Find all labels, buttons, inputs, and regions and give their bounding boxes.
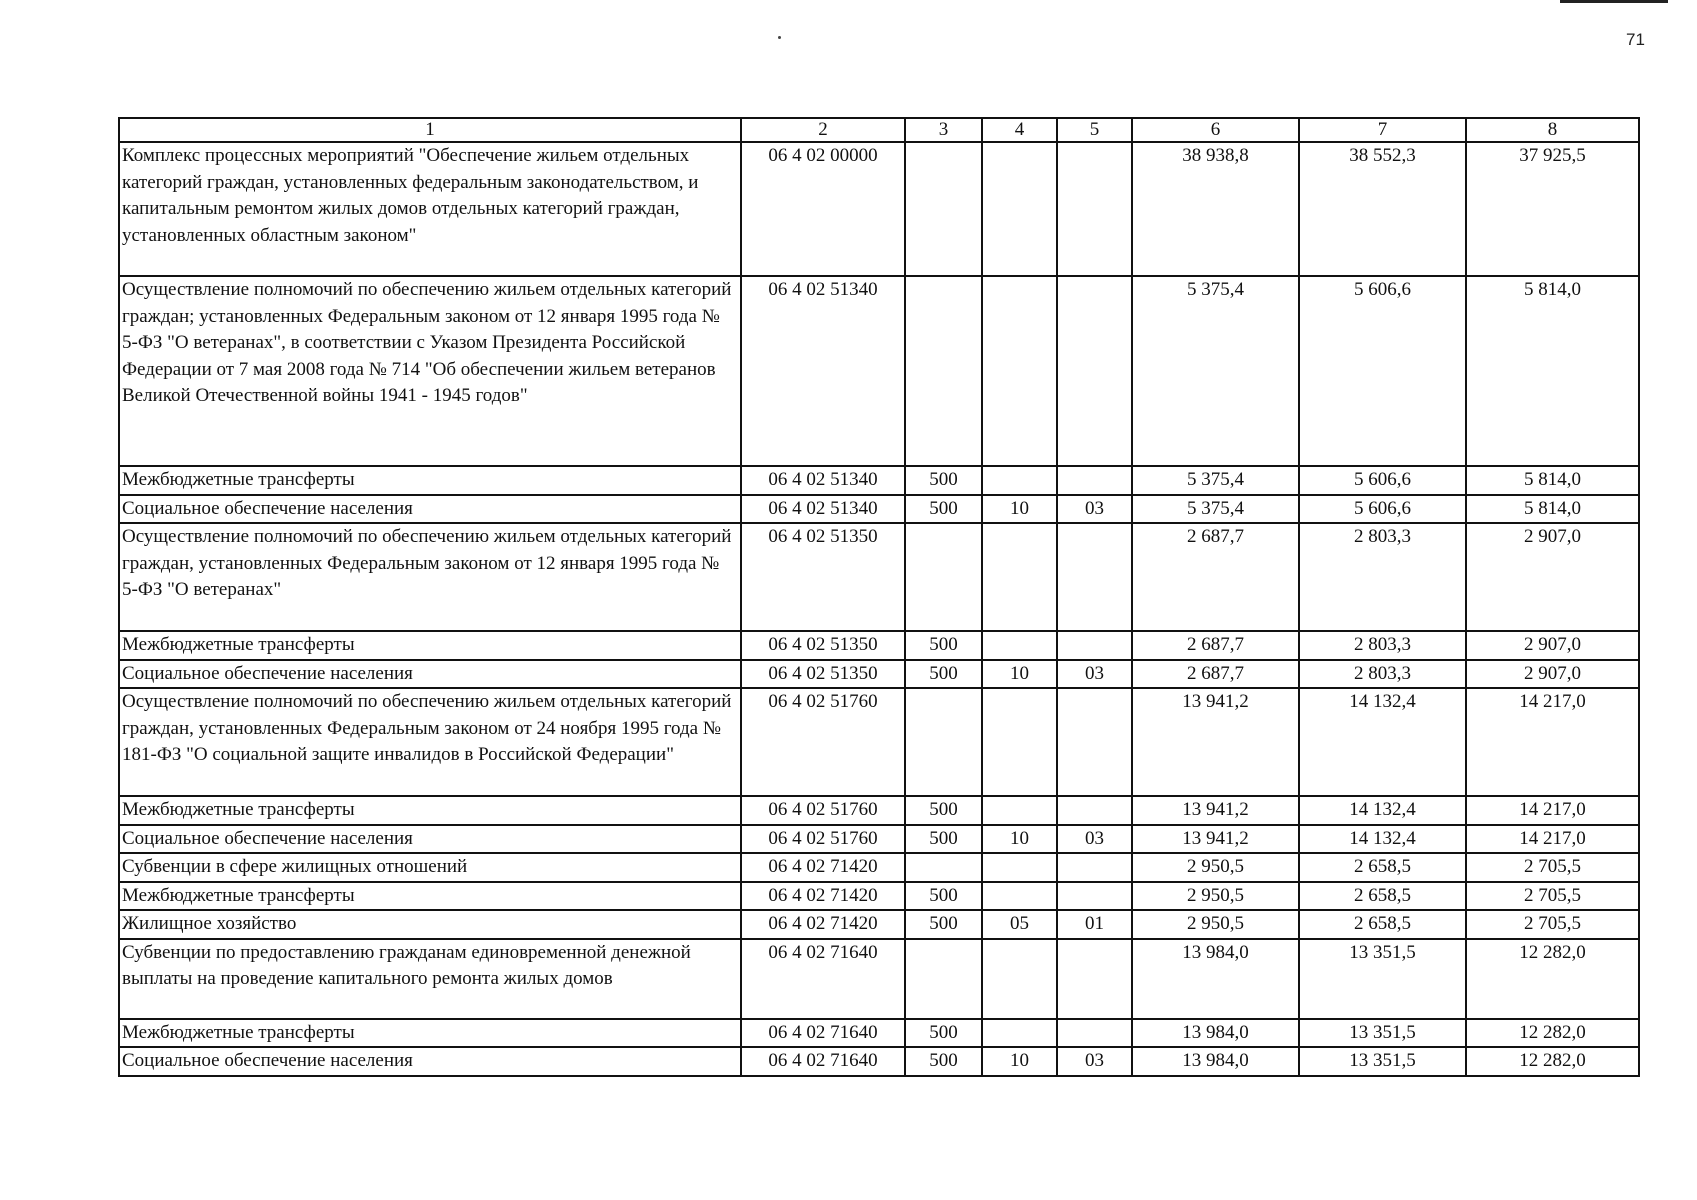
row-col5 — [1057, 276, 1132, 466]
row-name: Осуществление полномочий по обеспечению жильем отдельных категорий граждан; установленных Федеральным законом от 12 января 1995 года № 5-ФЗ "О ветеранах", в соответствии с Указом Президента Российской Федерации от 7 мая 2008 года № 714 "Об обеспечении жильем ветеранов Великой Отечественной войны 1941 - 1945 годов" — [119, 276, 741, 466]
col-header-3: 3 — [905, 118, 982, 142]
row-code: 06 4 02 51350 — [741, 631, 905, 660]
row-value-7: 14 132,4 — [1299, 825, 1466, 854]
row-value-8: 12 282,0 — [1466, 939, 1639, 1019]
row-code: 06 4 02 51760 — [741, 796, 905, 825]
row-name: Субвенции в сфере жилищных отношений — [119, 853, 741, 882]
row-col4: 10 — [982, 825, 1057, 854]
row-value-8: 2 907,0 — [1466, 660, 1639, 689]
row-value-6: 5 375,4 — [1132, 466, 1299, 495]
row-col4: 10 — [982, 495, 1057, 524]
row-col5: 03 — [1057, 825, 1132, 854]
row-value-8: 2 705,5 — [1466, 910, 1639, 939]
row-value-6: 13 941,2 — [1132, 688, 1299, 796]
row-value-8: 14 217,0 — [1466, 825, 1639, 854]
row-col4 — [982, 853, 1057, 882]
row-col4 — [982, 688, 1057, 796]
row-col5 — [1057, 142, 1132, 276]
row-col4 — [982, 939, 1057, 1019]
row-value-7: 38 552,3 — [1299, 142, 1466, 276]
row-code: 06 4 02 71640 — [741, 1019, 905, 1048]
row-col3: 500 — [905, 1047, 982, 1076]
row-name: Межбюджетные трансферты — [119, 882, 741, 911]
table-row — [119, 882, 1639, 911]
table-row — [119, 495, 1639, 524]
row-code: 06 4 02 71420 — [741, 910, 905, 939]
row-value-7: 14 132,4 — [1299, 796, 1466, 825]
row-col4: 10 — [982, 1047, 1057, 1076]
row-col4 — [982, 1019, 1057, 1048]
table-row — [119, 688, 1639, 796]
budget-table — [118, 117, 1640, 1077]
row-value-8: 37 925,5 — [1466, 142, 1639, 276]
row-col3 — [905, 142, 982, 276]
row-value-6: 13 941,2 — [1132, 796, 1299, 825]
row-value-6: 2 687,7 — [1132, 660, 1299, 689]
row-value-7: 2 803,3 — [1299, 523, 1466, 631]
row-code: 06 4 02 51350 — [741, 660, 905, 689]
row-value-7: 5 606,6 — [1299, 276, 1466, 466]
row-name: Социальное обеспечение населения — [119, 1047, 741, 1076]
row-col3: 500 — [905, 796, 982, 825]
row-code: 06 4 02 71420 — [741, 882, 905, 911]
header-row — [119, 118, 1639, 142]
table-row — [119, 853, 1639, 882]
row-code: 06 4 02 71640 — [741, 939, 905, 1019]
row-col4 — [982, 466, 1057, 495]
row-value-6: 13 984,0 — [1132, 1019, 1299, 1048]
table-row — [119, 631, 1639, 660]
col-header-5: 5 — [1057, 118, 1132, 142]
row-name: Межбюджетные трансферты — [119, 1019, 741, 1048]
row-value-7: 2 803,3 — [1299, 660, 1466, 689]
row-value-7: 5 606,6 — [1299, 466, 1466, 495]
row-value-8: 12 282,0 — [1466, 1047, 1639, 1076]
row-value-6: 2 687,7 — [1132, 523, 1299, 631]
row-value-6: 2 687,7 — [1132, 631, 1299, 660]
row-code: 06 4 02 00000 — [741, 142, 905, 276]
row-col3 — [905, 939, 982, 1019]
row-value-7: 2 658,5 — [1299, 853, 1466, 882]
row-value-6: 5 375,4 — [1132, 276, 1299, 466]
row-col5 — [1057, 523, 1132, 631]
row-col4: 10 — [982, 660, 1057, 689]
row-value-7: 14 132,4 — [1299, 688, 1466, 796]
table-row — [119, 276, 1639, 466]
row-col5 — [1057, 939, 1132, 1019]
col-header-4: 4 — [982, 118, 1057, 142]
row-name: Осуществление полномочий по обеспечению жильем отдельных категорий граждан, установленных Федеральным законом от 12 января 1995 года № 5-ФЗ "О ветеранах" — [119, 523, 741, 631]
row-col3: 500 — [905, 1019, 982, 1048]
row-name: Межбюджетные трансферты — [119, 631, 741, 660]
col-header-6: 6 — [1132, 118, 1299, 142]
row-col5 — [1057, 853, 1132, 882]
row-value-7: 13 351,5 — [1299, 939, 1466, 1019]
scan-speck — [778, 36, 781, 39]
row-value-7: 5 606,6 — [1299, 495, 1466, 524]
row-code: 06 4 02 51760 — [741, 688, 905, 796]
page-number: 71 — [1626, 30, 1645, 49]
row-col5 — [1057, 882, 1132, 911]
row-col5: 03 — [1057, 1047, 1132, 1076]
row-code: 06 4 02 51350 — [741, 523, 905, 631]
row-value-6: 2 950,5 — [1132, 882, 1299, 911]
row-name: Социальное обеспечение населения — [119, 825, 741, 854]
row-col3: 500 — [905, 660, 982, 689]
table-row — [119, 466, 1639, 495]
row-col3 — [905, 276, 982, 466]
row-code: 06 4 02 71640 — [741, 1047, 905, 1076]
row-name: Социальное обеспечение населения — [119, 495, 741, 524]
row-col5: 03 — [1057, 495, 1132, 524]
row-col3: 500 — [905, 882, 982, 911]
row-value-8: 5 814,0 — [1466, 466, 1639, 495]
table-row — [119, 910, 1639, 939]
table-row — [119, 1019, 1639, 1048]
row-value-8: 5 814,0 — [1466, 276, 1639, 466]
top-rule — [1560, 0, 1668, 3]
table-row — [119, 142, 1639, 276]
row-col5: 03 — [1057, 660, 1132, 689]
row-value-8: 2 705,5 — [1466, 882, 1639, 911]
row-col5 — [1057, 466, 1132, 495]
row-col5 — [1057, 1019, 1132, 1048]
row-value-7: 2 803,3 — [1299, 631, 1466, 660]
row-value-8: 12 282,0 — [1466, 1019, 1639, 1048]
row-col3: 500 — [905, 910, 982, 939]
row-code: 06 4 02 51340 — [741, 276, 905, 466]
row-col4 — [982, 882, 1057, 911]
row-col4 — [982, 142, 1057, 276]
row-col4 — [982, 276, 1057, 466]
row-col4 — [982, 523, 1057, 631]
row-col5 — [1057, 631, 1132, 660]
row-value-8: 2 705,5 — [1466, 853, 1639, 882]
row-col4 — [982, 631, 1057, 660]
row-value-6: 5 375,4 — [1132, 495, 1299, 524]
row-value-8: 2 907,0 — [1466, 631, 1639, 660]
row-col5: 01 — [1057, 910, 1132, 939]
row-code: 06 4 02 51340 — [741, 466, 905, 495]
row-name: Социальное обеспечение населения — [119, 660, 741, 689]
row-col5 — [1057, 796, 1132, 825]
row-col3: 500 — [905, 466, 982, 495]
row-value-8: 14 217,0 — [1466, 688, 1639, 796]
row-code: 06 4 02 71420 — [741, 853, 905, 882]
table-row — [119, 523, 1639, 631]
row-col4: 05 — [982, 910, 1057, 939]
row-value-7: 13 351,5 — [1299, 1047, 1466, 1076]
row-col3: 500 — [905, 825, 982, 854]
table-row — [119, 796, 1639, 825]
row-code: 06 4 02 51340 — [741, 495, 905, 524]
row-value-8: 5 814,0 — [1466, 495, 1639, 524]
table-row — [119, 660, 1639, 689]
row-name: Осуществление полномочий по обеспечению жильем отдельных категорий граждан, установленных Федеральным законом от 24 ноября 1995 года № 181-ФЗ "О социальной защите инвалидов в Российской Федерации" — [119, 688, 741, 796]
table-row — [119, 825, 1639, 854]
row-col3: 500 — [905, 631, 982, 660]
row-value-6: 38 938,8 — [1132, 142, 1299, 276]
row-value-6: 13 984,0 — [1132, 939, 1299, 1019]
row-value-8: 14 217,0 — [1466, 796, 1639, 825]
col-header-1: 1 — [119, 118, 741, 142]
col-header-2: 2 — [741, 118, 905, 142]
row-value-7: 13 351,5 — [1299, 1019, 1466, 1048]
row-name: Субвенции по предоставлению гражданам единовременной денежной выплаты на проведение капитального ремонта жилых домов — [119, 939, 741, 1019]
row-value-8: 2 907,0 — [1466, 523, 1639, 631]
col-header-7: 7 — [1299, 118, 1466, 142]
row-value-6: 13 984,0 — [1132, 1047, 1299, 1076]
table-row — [119, 939, 1639, 1019]
row-value-6: 13 941,2 — [1132, 825, 1299, 854]
row-value-7: 2 658,5 — [1299, 882, 1466, 911]
col-header-8: 8 — [1466, 118, 1639, 142]
row-name: Межбюджетные трансферты — [119, 796, 741, 825]
row-col4 — [982, 796, 1057, 825]
row-col3 — [905, 523, 982, 631]
row-col5 — [1057, 688, 1132, 796]
row-col3 — [905, 688, 982, 796]
row-value-7: 2 658,5 — [1299, 910, 1466, 939]
row-col3 — [905, 853, 982, 882]
row-code: 06 4 02 51760 — [741, 825, 905, 854]
row-value-6: 2 950,5 — [1132, 853, 1299, 882]
row-name: Жилищное хозяйство — [119, 910, 741, 939]
row-name: Комплекс процессных мероприятий "Обеспечение жильем отдельных категорий граждан, установленных федеральным законодательством, и капитальным ремонтом жилых домов отдельных категорий граждан, установленных областным законом" — [119, 142, 741, 276]
table-row — [119, 1047, 1639, 1076]
row-value-6: 2 950,5 — [1132, 910, 1299, 939]
row-name: Межбюджетные трансферты — [119, 466, 741, 495]
row-col3: 500 — [905, 495, 982, 524]
